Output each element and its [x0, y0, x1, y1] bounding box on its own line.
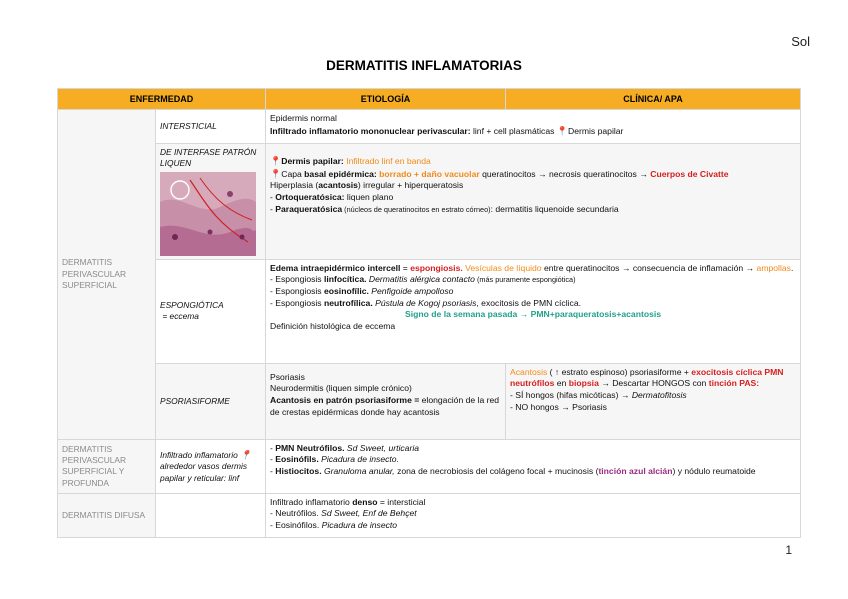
- sub-interfase: DE INTERFASE PATRÓN LIQUEN: [156, 144, 266, 260]
- espongiotica-content: Edema intraepidérmico intercell = espongiosis. Vesículas de líquido entre queratinocitos → consecuencia de inflamación → ampollas. - Espongiosis linfocítica. Dermatitis alérgica contacto (más puramente espongiótica) - Espongiosis eosinofílic. Penfigoide ampolloso - Espongiosis neutrofílica. Pústula de Kogoj psoriasis, exocitosis de PMN cíclica. Signo de la semana pasada → PMN+paraqueratosis+acantosis Definición histológica de eccema: [266, 259, 801, 363]
- sub-espongiotica: ESPONGIÓTICA = eccema: [156, 259, 266, 363]
- red-pushpin-icon: 📍: [240, 449, 252, 460]
- red-pushpin-icon: 📍: [556, 125, 569, 136]
- red-pushpin-icon: 📍: [270, 168, 282, 179]
- col-header-etiology: ETIOLOGÍA: [266, 89, 506, 110]
- group-perivascular-profunda: DERMATITIS PERIVASCULAR SUPERFICIAL Y PROFUNDA: [58, 439, 156, 493]
- row-intersticial: [58, 110, 801, 144]
- row-psoriasiforme: [58, 363, 801, 439]
- col-header-disease: ENFERMEDAD: [58, 89, 266, 110]
- sub-difusa: [156, 493, 266, 537]
- row-interfase: [58, 144, 801, 260]
- col-header-clinic: CLÍNICA/ APA: [506, 89, 801, 110]
- sub-psoriasiforme: PSORIASIFORME: [156, 363, 266, 439]
- intersticial-content: Epidermis normal Infiltrado inflamatorio mononuclear perivascular: linf + cell plasmáticas 📍Dermis papilar: [266, 110, 801, 144]
- sub-profunda: Infiltrado inflamatorio 📍alrededor vasos dermis papilar y reticular: linf: [156, 439, 266, 493]
- red-pushpin-icon: 📍: [270, 156, 282, 167]
- interfase-content: 📍Dermis papilar: Infiltrado linf en banda 📍Capa basal epidérmica: borrado + daño vacuolar queratinocitos → necrosis queratinocitos → Cuerpos de Civatte Hiperplasia (acantosis) irregular + hiperqueratosis - Ortoqueratósica: liquen plano - Paraqueratósica (núcleos de queratinocitos en estrato córneo): dermatitis liquenoide secundaria: [266, 144, 801, 260]
- dermatitis-table: [57, 88, 801, 538]
- difusa-content: Infiltrado inflamatorio denso = intersticial - Neutrófilos. Sd Sweet, Enf de Behçet - Eosinófilos. Picadura de insecto: [266, 493, 801, 537]
- histology-image: [160, 172, 256, 256]
- group-perivascular-superficial: DERMATITIS PERIVASCULAR SUPERFICIAL: [58, 110, 156, 440]
- profunda-content: - PMN Neutrófilos. Sd Sweet, urticaria - Eosinófils. Picadura de insecto. - Histiocitos. Granuloma anular, zona de necrobiosis del colágeno focal + mucinosis (tinción azul alcián) y nódulo reumatoide: [266, 439, 801, 493]
- psoriasiforme-etiology: Psoriasis Neurodermitis (liquen simple crónico) Acantosis en patrón psoriasiforme = elongación de la red de crestas epidérmicas donde hay acantosis: [266, 363, 506, 439]
- page-number: 1: [785, 543, 792, 557]
- table-header-row: [58, 89, 801, 110]
- row-difusa: [58, 493, 801, 537]
- sub-intersticial: INTERSTICIAL: [156, 110, 266, 144]
- row-espongiotica: [58, 259, 801, 363]
- page-title: DERMATITIS INFLAMATORIAS: [326, 58, 522, 73]
- author-label: Sol: [791, 34, 810, 49]
- group-difusa: DERMATITIS DIFUSA: [58, 493, 156, 537]
- row-profunda: [58, 439, 801, 493]
- psoriasiforme-clinic: Acantosis ( ↑ estrato espinoso) psoriasiforme + exocitosis cíclica PMN neutrófilos en biopsia → Descartar HONGOS con tinción PAS: - SÍ hongos (hifas micóticas) → Dermatofitosis - NO hongos → Psoriasis: [506, 363, 801, 439]
